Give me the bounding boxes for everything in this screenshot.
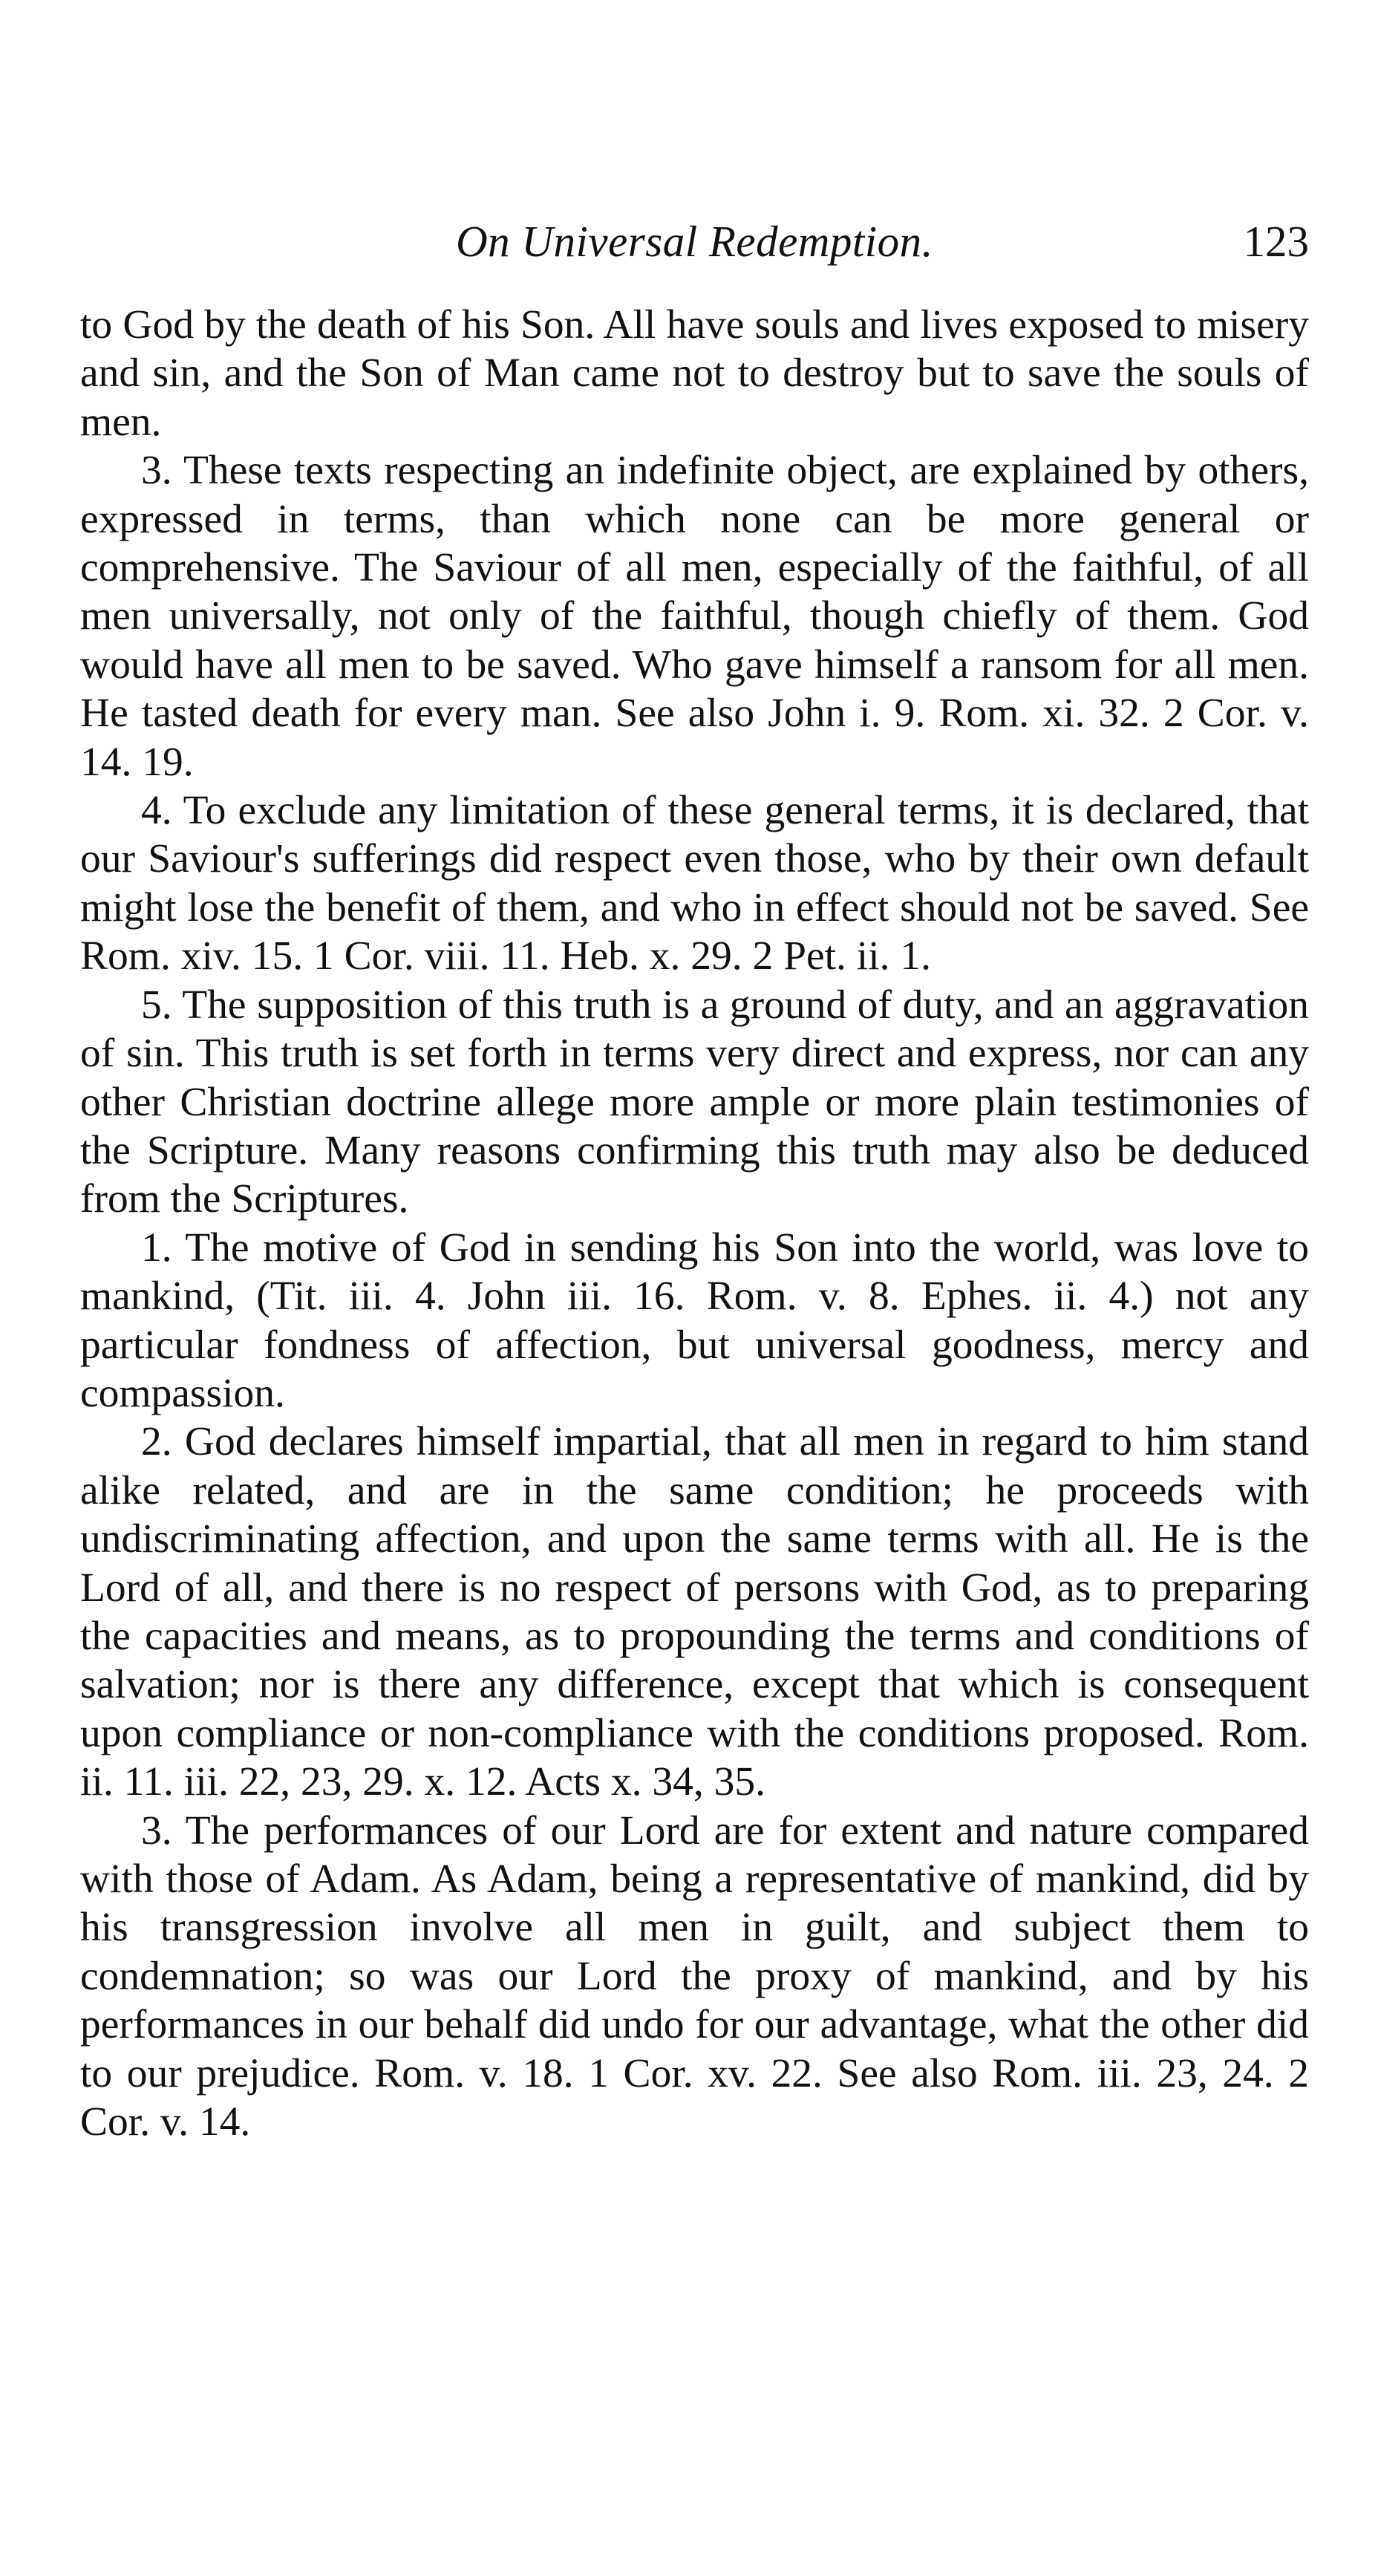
paragraph-point-5-supposition: 5. The supposition of this truth is a ground of duty, and an aggravation of sin. This truth is set forth in terms very direct and express, nor can any other Christian doctrine allege more ample or more plain testimonies of the Scripture. Many reasons confirming this truth may also be deduced from the Scriptures. [80, 982, 1309, 1222]
paragraph-reason-2-impartial: 2. God declares himself impartial, that all men in regard to him stand alike related, and are in the same condition; he proceeds with undiscriminating affection, and upon the same terms with all. He is the Lord of all, and there is no respect of persons with God, as to preparing the capacities and means, as to propounding the terms and conditions of salvation; nor is there any difference, except that which is consequent upon compliance or non-compliance with the conditions proposed. Rom. ii. 11. iii. 22, 23, 29. x. 12. Acts x. 34, 35. [80, 1419, 1309, 1805]
running-title: On Universal Redemption. [456, 217, 933, 266]
paragraph-reason-1-motive: 1. The motive of God in sending his Son into the world, was love to mankind, (Tit. iii. 4. John iii. 16. Rom. v. 8. Ephes. ii. 4.) not any particular fondness of affection, but universal goodness, mercy and compassion. [80, 1225, 1309, 1416]
body-text [80, 301, 1309, 2146]
paragraph-point-3-texts: 3. These texts respecting an indefinite object, are explained by others, expressed in terms, than which none can be more general or comprehensive. The Saviour of all men, especially of the faithful, of all men universally, not only of the faithful, though chiefly of them. God would have all men to be saved. Who gave himself a ransom for all men. He tasted death for every man. See also John i. 9. Rom. xi. 32. 2 Cor. v. 14. 19. [80, 448, 1309, 785]
paragraph-continuation: to God by the death of his Son. All have souls and lives exposed to misery and sin, and the Son of Man came not to destroy but to save the souls of men. [80, 302, 1309, 445]
paragraph-point-4-limitation: 4. To exclude any limitation of these general terms, it is declared, that our Saviour's sufferings did respect even those, who by their own default might lose the benefit of them, and who in effect should not be saved. See Rom. xiv. 15. 1 Cor. viii. 11. Heb. x. 29. 2 Pet. ii. 1. [80, 788, 1309, 979]
paragraph-reason-3-performances: 3. The performances of our Lord are for extent and nature compared with those of Adam. As Adam, being a representative of mankind, did by his transgression involve all men in guilt, and subject them to condemnation; so was our Lord the proxy of mankind, and by his performances in our behalf did undo for our advantage, what the other did to our prejudice. Rom. v. 18. 1 Cor. xv. 22. See also Rom. iii. 23, 24. 2 Cor. v. 14. [80, 1807, 1309, 2145]
running-head [80, 212, 1309, 271]
page-number: 123 [1243, 217, 1309, 266]
